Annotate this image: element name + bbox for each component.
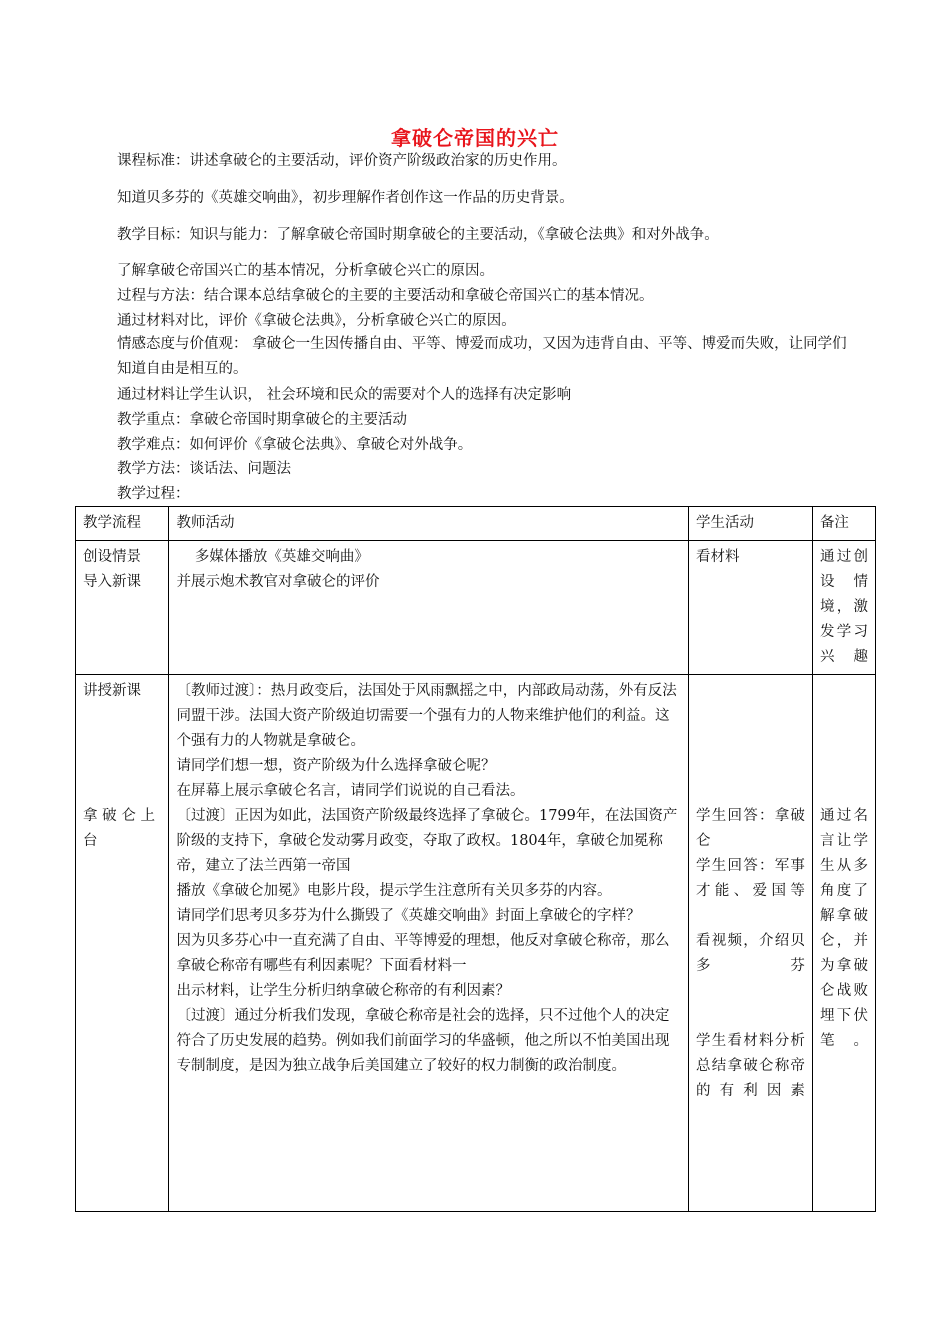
student-activity-cell: [689, 541, 813, 675]
teacher-activity-cell: [169, 675, 689, 1212]
teacher-text: 〔过渡〕通过分析我们发现，拿破仑称帝是社会的选择，只不过他个人的决定符合了历史发展的趋势。例如我们前面学习的华盛顿，他之所以不怕美国出现专制制度，是因为独立战争后美国建立了较好的权力制衡的政治制度。: [176, 1008, 670, 1074]
process-method-line: 过程与方法：结合课本总结拿破仑的主要的主要活动和拿破仑帝国兴亡的基本情况。: [117, 288, 654, 304]
student-activity-cell: [689, 675, 813, 1212]
note-cell: [812, 541, 875, 675]
teacher-text: 多媒体播放《英雄交响曲》: [176, 549, 369, 565]
header-cell: 学生活动: [689, 507, 813, 541]
table-row: [76, 541, 876, 675]
table-header-row: [76, 507, 876, 541]
course-standard-line: 课程标准：讲述拿破仑的主要活动，评价资产阶级政治家的历史作用。: [117, 153, 567, 169]
student-text: 看视频，介绍贝多芬: [696, 933, 805, 974]
stage-label: 创设情景: [83, 549, 141, 565]
teacher-text: 〔教师过渡〕：热月政变后，法国处于风雨飘摇之中，内部政局动荡，外有反法同盟干涉。法国大资产阶级迫切需要一个强有力的人物来维护他们的利益。这个强有力的人物就是拿破仑。: [176, 683, 677, 749]
course-standard-line-2: 知道贝多芬的《英雄交响曲》，初步理解作者创作这一作品的历史背景。: [117, 190, 574, 206]
note-text: 通过名言让学生从多角度了解拿破仑，并为拿破仑战败埋下伏笔。: [819, 808, 868, 1049]
note-cell: [812, 675, 875, 1212]
header-cell: 备注: [812, 507, 875, 541]
key-point-line: 教学重点：拿破仑帝国时期拿破仑的主要活动: [117, 412, 407, 428]
stage-label: 讲授新课: [83, 683, 141, 699]
stage-label: 导入新课: [83, 574, 141, 590]
teacher-text: 出示材料，让学生分析归纳拿破仑称帝的有利因素？: [176, 983, 510, 999]
teacher-text: 请同学们想一想，资产阶级为什么选择拿破仑呢？: [176, 758, 496, 774]
material-recognition-line: 通过材料让学生认识， 社会环境和民众的需要对个人的选择有决定影响: [117, 387, 572, 403]
goal-detail-line: 了解拿破仑帝国兴亡的基本情况，分析拿破仑兴亡的原因。: [117, 263, 494, 279]
lesson-table: [75, 506, 876, 1212]
material-compare-line: 通过材料对比，评价《拿破仑法典》，分析拿破仑兴亡的原因。: [117, 313, 516, 329]
page-title: 拿破仑帝国的兴亡: [391, 126, 559, 150]
teacher-activity-cell: [169, 541, 689, 675]
teaching-goal-line: 教学目标：知识与能力：了解拿破仑帝国时期拿破仑的主要活动，《拿破仑法典》和对外战争。: [117, 227, 719, 243]
table-row: [76, 675, 876, 1212]
student-text: 看材料: [696, 549, 740, 565]
header-cell: 教师活动: [169, 507, 689, 541]
method-line: 教学方法：谈话法、问题法: [117, 461, 291, 477]
teacher-text: 并展示炮术教官对拿破仑的评价: [176, 574, 380, 590]
emotion-values-line: 情感态度与价值观： 拿破仑一生因传播自由、平等、博爱而成功，又因为违背自由、平等、博爱而失败，让同学们知道自由是相互的。: [117, 336, 847, 377]
teacher-text: 在屏幕上展示拿破仑名言，请同学们说说的自己看法。: [176, 783, 525, 799]
student-text: 学生看材料分析总结拿破仑称帝的有利因素: [696, 1033, 805, 1099]
teacher-text: 播放《拿破仑加冕》电影片段，提示学生注意所有关贝多芬的内容。: [176, 883, 612, 899]
difficulty-line: 教学难点：如何评价《拿破仑法典》、拿破仑对外战争。: [117, 437, 473, 453]
teacher-text: 因为贝多芬心中一直充满了自由、平等博爱的理想，他反对拿破仑称帝，那么拿破仑称帝有哪些有利因素呢？下面看材料一: [176, 933, 670, 974]
header-cell: 教学流程: [76, 507, 169, 541]
note-text: 通过创设情境，激发学习兴趣: [819, 549, 868, 665]
teacher-text: 〔过渡〕正因为如此，法国资产阶级最终选择了拿破仑。1799年，在法国资产阶级的支持下，拿破仑发动雾月政变，夺取了政权。1804年，拿破仑加冕称帝，建立了法兰西第一帝国: [176, 808, 678, 874]
student-text: 学生回答：拿破仑: [696, 808, 805, 849]
student-text: 学生回答：军事才能、爱国等: [696, 858, 805, 899]
teacher-text: 请同学们思考贝多芬为什么撕毁了《英雄交响曲》封面上拿破仑的字样？: [176, 908, 641, 924]
stage-cell: [76, 675, 169, 1212]
stage-sublabel: 拿破仑上台: [83, 808, 155, 849]
stage-cell: [76, 541, 169, 675]
process-heading: 教学过程：: [117, 486, 190, 502]
